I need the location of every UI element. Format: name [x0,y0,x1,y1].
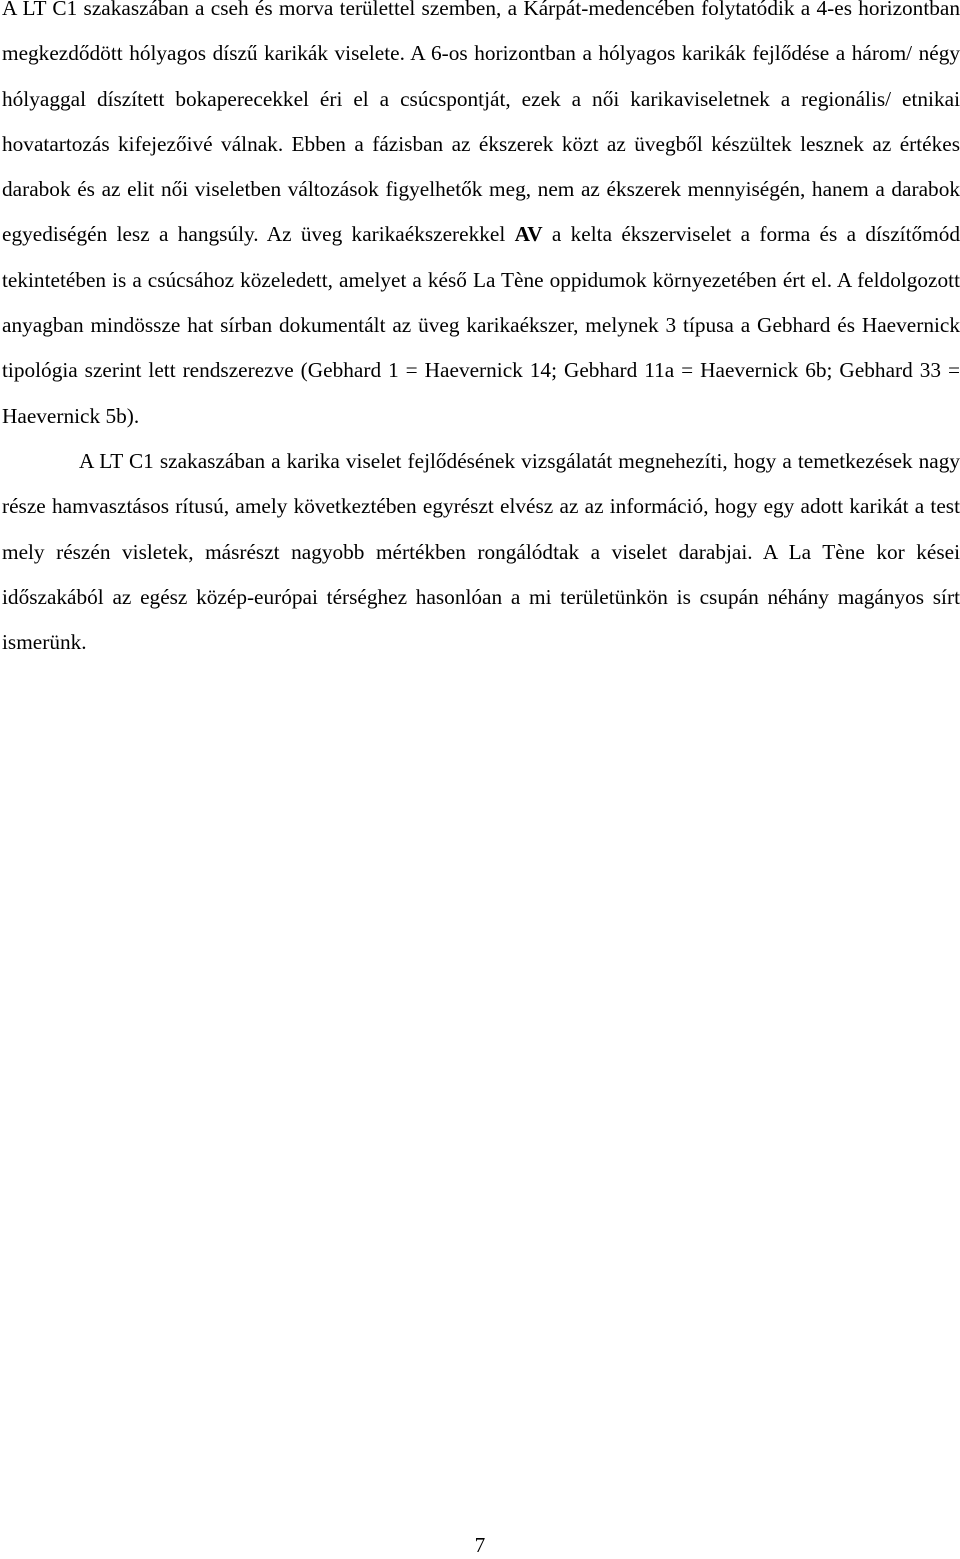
paragraph-1-text-b: a kelta ékszerviselet a forma és a díszítőmód tekintetében is a csúcsához közeledett, amelyet a késő La Tène oppidumok környezetében ért el. A feldolgozott anyagban mindössze hat sírban dokumentált az üveg karikaékszer, melynek 3 típusa a Gebhard és Haevernick tipológia szerint lett rendszerezve (Gebhard 1 = Haevernick 14; Gebhard 11a = Haevernick 6b; Gebhard 33 = Haevernick 5b). [2,222,960,428]
abbreviation-av: AV [514,222,543,247]
paragraph-2: A LT C1 szakaszában a karika viselet fejlődésének vizsgálatát megnehezíti, hogy a temetkezések nagy része hamvasztásos rítusú, amely következtében egyrészt elvész az az információ, hogy egy adott karikát a test mely részén visletek, másrészt nagyobb mértékben rongálódtak a viselet darabjai. A La Tène kor kései időszakából az egész közép-európai térséghez hasonlóan a mi területünkön is csupán néhány magányos sírt ismerünk. [2,448,960,655]
body-text [2,0,960,665]
page-number: 7 [474,1533,486,1557]
paragraph-1 [2,0,960,439]
paragraph-1-text-a: A LT C1 szakaszában a cseh és morva területtel szemben, a Kárpát-medencében folytatódik a 4-es horizontban megkezdődött hólyagos díszű karikák viselete. A 6-os horizontban a hólyagos karikák fejlődése a három/ négy hólyaggal díszített bokaperecekkel éri el a csúcspontját, ezek a női karikaviseletnek a regionális/ etnikai hovatartozás kifejezőivé válnak. Ebben a fázisban az ékszerek közt az üvegből készültek lesznek az értékes darabok és az elit női viseletben változások figyelhetők meg, nem az ékszerek mennyiségén, hanem a darabok egyediségén lesz a hangsúly. Az üveg karikaékszerekkel [2,0,960,247]
